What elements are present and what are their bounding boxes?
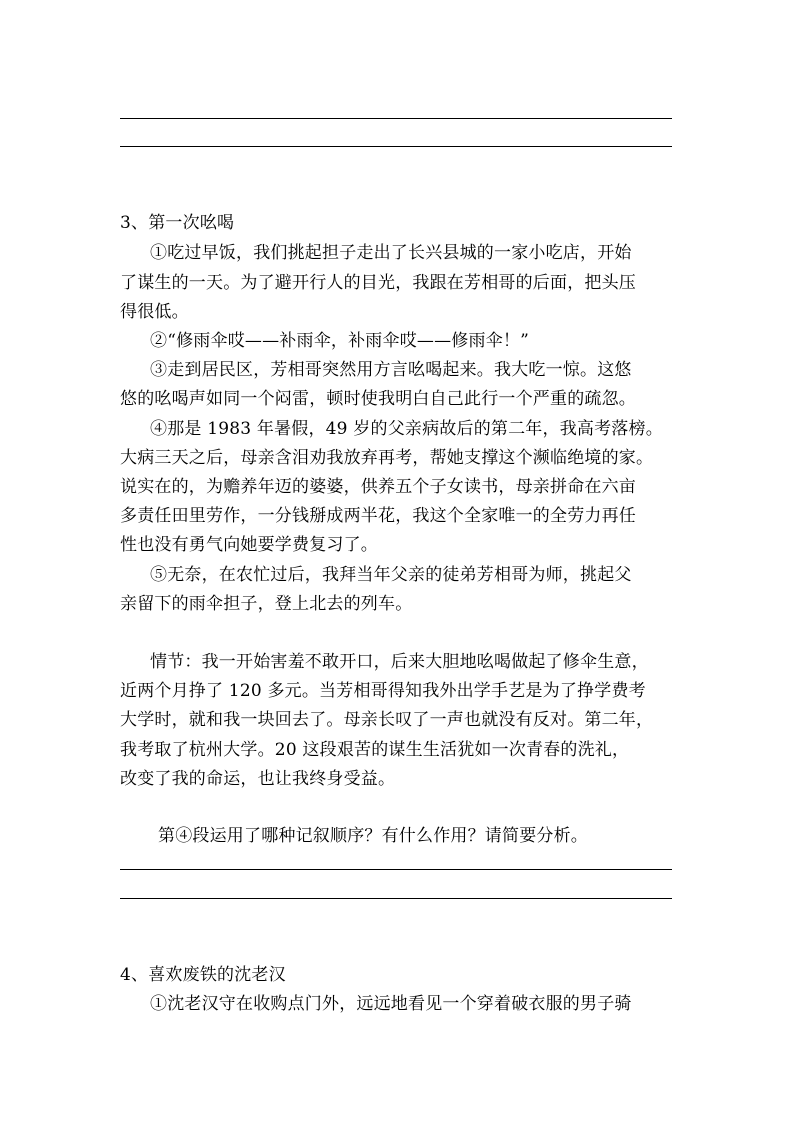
answer-line-2 bbox=[120, 146, 672, 147]
paragraph-line: 得很低。 bbox=[120, 302, 189, 322]
answer-line-4 bbox=[120, 898, 672, 899]
paragraph-line: 说实在的，为赡养年迈的婆婆，供养五个子女读书，母亲拼命在六亩 bbox=[120, 477, 636, 497]
paragraph-line: 性也没有勇气向她要学费复习了。 bbox=[120, 535, 378, 555]
paragraph-line: ①吃过早饭，我们挑起担子走出了长兴县城的一家小吃店，开始 bbox=[150, 243, 632, 263]
section-3-title: 3、第一次吆喝 bbox=[120, 213, 235, 233]
paragraph-line: 多责任田里劳作，一分钱掰成两半花，我这个全家唯一的全劳力再任 bbox=[120, 506, 636, 526]
plot-line: 情节：我一开始害羞不敢开口，后来大胆地吆喝做起了修伞生意， bbox=[150, 652, 649, 672]
paragraph-line: 悠的吆喝声如同一个闷雷，顿时使我明白自己此行一个严重的疏忽。 bbox=[120, 389, 636, 409]
paragraph-line: ④那是 1983 年暑假，49 岁的父亲病故后的第二年，我高考落榜。 bbox=[150, 419, 663, 439]
paragraph-line: 大病三天之后，母亲含泪劝我放弃再考，帮她支撑这个濒临绝境的家。 bbox=[120, 448, 654, 468]
paragraph-line: 亲留下的雨伞担子，登上北去的列车。 bbox=[120, 594, 413, 614]
paragraph-line: 了谋生的一天。为了避开行人的目光，我跟在芳相哥的后面，把头压 bbox=[120, 273, 636, 293]
answer-line-1 bbox=[120, 118, 672, 119]
section-4-title: 4、喜欢废铁的沈老汉 bbox=[120, 965, 286, 985]
paragraph-line: ⑤无奈，在农忙过后，我拜当年父亲的徒弟芳相哥为师，挑起父 bbox=[150, 565, 632, 585]
paragraph-line: ①沈老汉守在收购点门外，远远地看见一个穿着破衣服的男子骑 bbox=[150, 994, 632, 1014]
paragraph-line: ②“修雨伞哎——补雨伞，补雨伞哎——修雨伞！” bbox=[150, 331, 529, 351]
plot-line: 近两个月挣了 120 多元。当芳相哥得知我外出学手艺是为了挣学费考 bbox=[120, 681, 646, 701]
plot-line: 大学时，就和我一块回去了。母亲长叹了一声也就没有反对。第二年， bbox=[120, 710, 654, 730]
question-text: 第④段运用了哪种记叙顺序？有什么作用？请简要分析。 bbox=[158, 826, 588, 846]
plot-line: 我考取了杭州大学。20 这段艰苦的谋生生活犹如一次青春的洗礼， bbox=[120, 740, 630, 760]
plot-line: 改变了我的命运，也让我终身受益。 bbox=[120, 769, 396, 789]
answer-line-3 bbox=[120, 869, 672, 870]
paragraph-line: ③走到居民区，芳相哥突然用方言吆喝起来。我大吃一惊。这悠 bbox=[150, 360, 632, 380]
